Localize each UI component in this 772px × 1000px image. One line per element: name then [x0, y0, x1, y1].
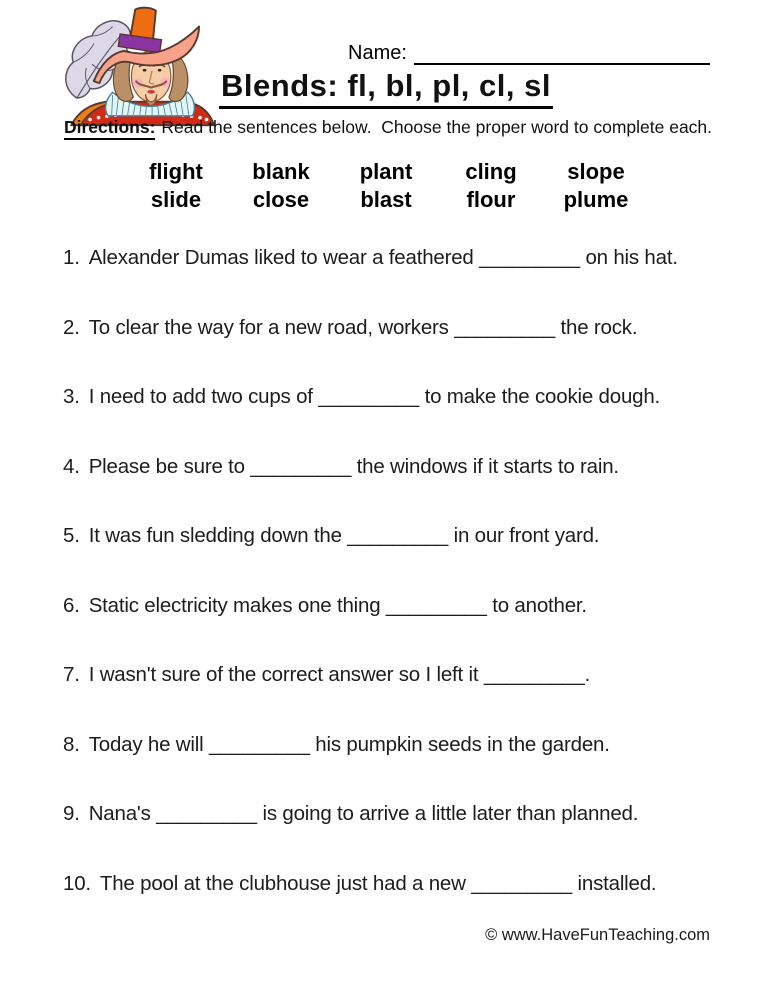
sentence-text: Please be sure to _________ the windows if it starts to rain.	[88, 454, 619, 478]
sentence-item-7	[63, 663, 735, 733]
sentence-text: I need to add two cups of _________ to make the cookie dough.	[88, 385, 661, 408]
title-row	[0, 68, 772, 109]
sentence-number: 1.	[63, 246, 80, 269]
sentence-item-3	[63, 385, 735, 455]
directions	[64, 117, 724, 138]
word-bank-word: flour	[466, 187, 516, 212]
sentence-text: Today he will _________ his pumpkin seeds in the garden.	[88, 732, 610, 756]
name-label: Name:	[348, 42, 407, 64]
name-line	[414, 43, 710, 65]
sentence-item-1	[63, 246, 735, 316]
sentence-text: Nana's _________ is going to arrive a little later than planned.	[88, 802, 639, 825]
sentence-item-5	[63, 524, 735, 594]
directions-label: Directions:	[64, 117, 155, 140]
word-bank-row	[0, 186, 772, 214]
sentence-number: 6.	[63, 593, 80, 617]
sentence-text: Static electricity makes one thing _________ to another.	[88, 593, 587, 617]
sentence-number: 8.	[63, 732, 80, 756]
sentence-text: The pool at the clubhouse just had a new _________ installed.	[99, 871, 657, 895]
sentence-item-8	[63, 733, 735, 803]
copyright-footer: © www.HaveFunTeaching.com	[485, 926, 710, 944]
word-bank-word: slide	[150, 187, 202, 212]
sentence-number: 7.	[63, 663, 80, 686]
word-bank-word: blank	[252, 159, 310, 184]
hat-crown	[130, 8, 155, 40]
sentence-number: 2.	[63, 315, 80, 339]
sentence-number: 3.	[63, 385, 80, 408]
sentence-number: 10.	[63, 871, 91, 895]
word-bank-word: slope	[567, 159, 625, 184]
name-row	[348, 42, 710, 65]
word-bank-word: flight	[149, 159, 203, 184]
cavalier-illustration	[58, 4, 218, 128]
directions-text: Read the sentences below. Choose the proper word to complete each.	[161, 117, 713, 137]
sentence-list	[63, 246, 735, 941]
sentence-item-6	[63, 594, 735, 664]
word-bank-word: plume	[563, 187, 629, 212]
sentence-item-2	[63, 316, 735, 386]
word-bank-word: blast	[360, 187, 412, 212]
word-bank-row	[0, 158, 772, 186]
sentence-text: Alexander Dumas liked to wear a feathered _________ on his hat.	[88, 246, 678, 269]
word-bank-word: close	[252, 187, 310, 212]
sentence-number: 5.	[63, 524, 80, 547]
word-bank-word: plant	[359, 159, 413, 184]
sentence-text: I wasn't sure of the correct answer so I left it _________.	[88, 663, 591, 686]
sentence-item-9	[63, 802, 735, 872]
sentence-text: To clear the way for a new road, workers _________ the rock.	[88, 315, 638, 339]
page-title: Blends: fl, bl, pl, cl, sl	[219, 68, 553, 109]
word-bank-word: cling	[465, 159, 517, 184]
word-bank	[0, 158, 772, 214]
sentence-number: 4.	[63, 454, 80, 478]
sentence-text: It was fun sledding down the _________ in our front yard.	[88, 524, 600, 547]
sentence-number: 9.	[63, 802, 80, 825]
sentence-item-4	[63, 455, 735, 525]
